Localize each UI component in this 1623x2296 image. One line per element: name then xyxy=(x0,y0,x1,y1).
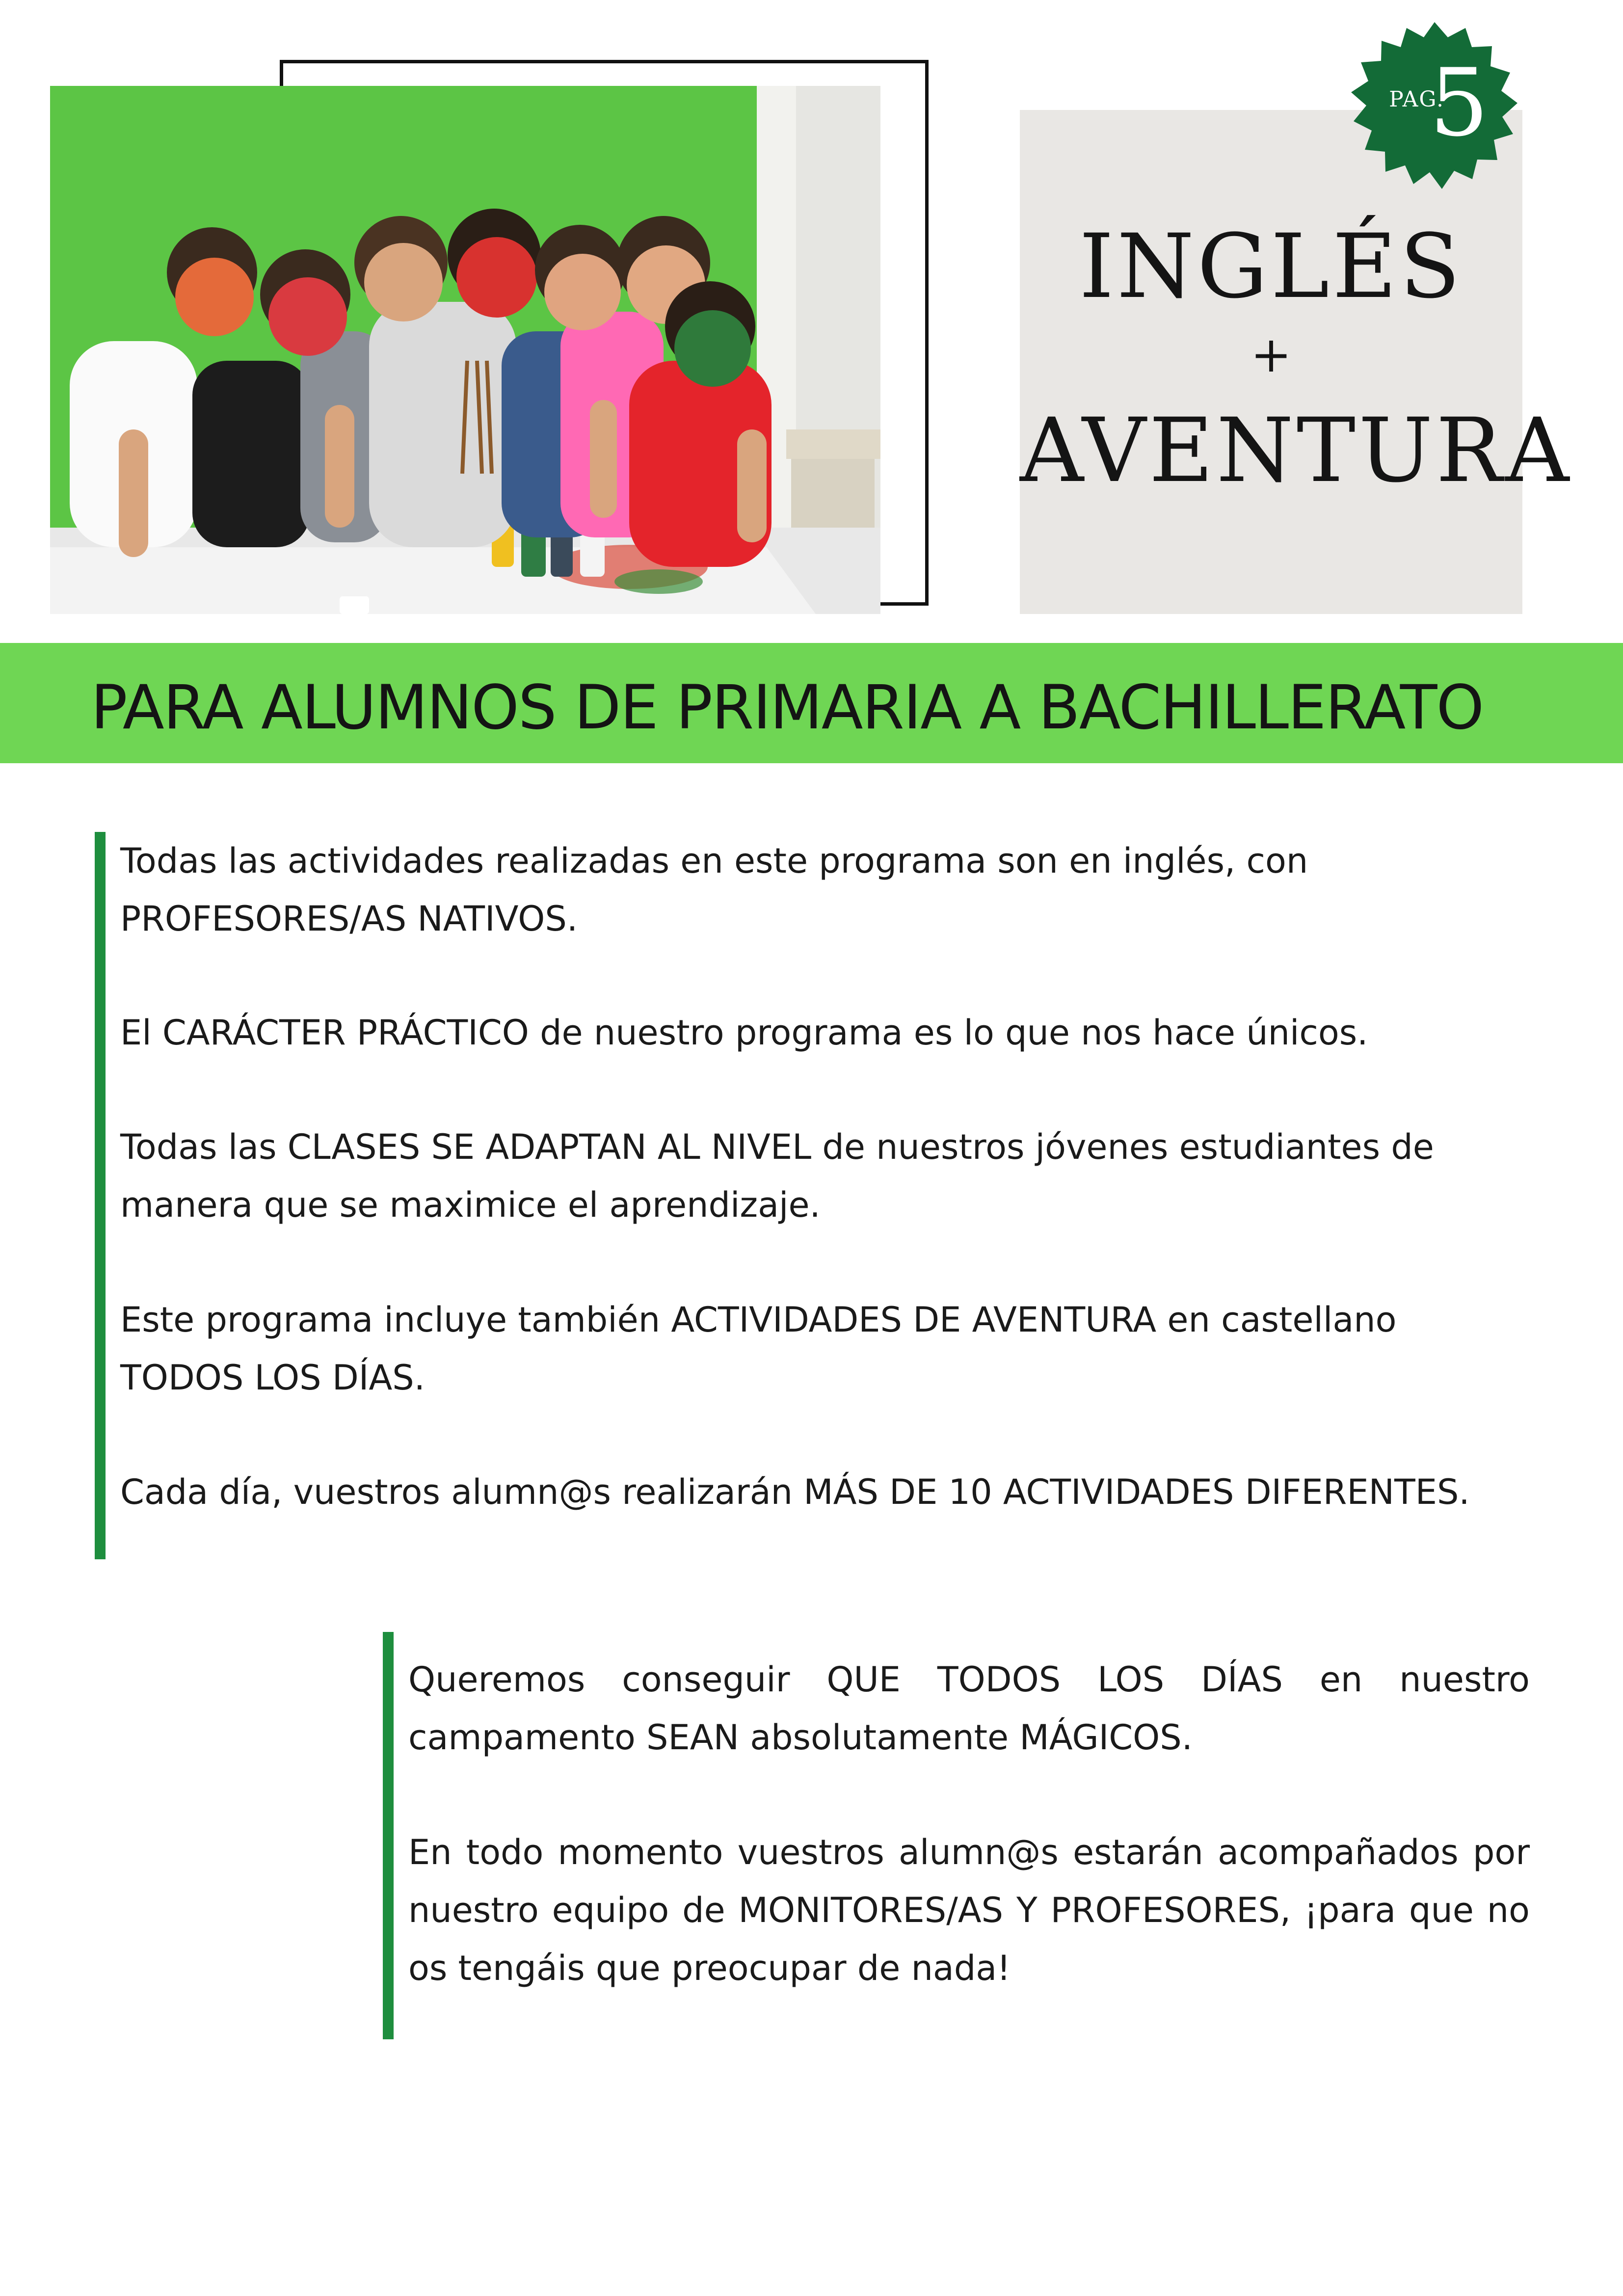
paragraph: En todo momento vuestros alumn@s estarán acompañados por nuestro equipo de MONITORES/AS Y PROFESORES, ¡para que no os tengáis que preocupar de nada! xyxy=(408,1832,1530,1988)
title-aventura: AVENTURA xyxy=(1020,400,1572,502)
badge-label: PAG. xyxy=(1389,87,1444,112)
group-photo xyxy=(50,86,880,614)
paragraph: Cada día, vuestros alumn@s realizarán MÁS DE 10 ACTIVIDADES DIFERENTES. xyxy=(120,1472,1470,1512)
paragraph: Todas las actividades realizadas en este programa son en inglés, con PROFESORES/AS NATIVOS. xyxy=(120,841,1308,939)
paragraph: Este programa incluye también ACTIVIDADES DE AVENTURA en castellano TODOS LOS DÍAS. xyxy=(120,1300,1397,1398)
page-number: 5 xyxy=(1429,49,1489,157)
page-badge xyxy=(1346,22,1523,199)
info-block-secondary xyxy=(383,1632,1530,2039)
paragraph: Todas las CLASES SE ADAPTAN AL NIVEL de nuestros jóvenes estudiantes de manera que se maximice el aprendizaje. xyxy=(120,1127,1434,1225)
audience-banner xyxy=(0,643,1623,763)
title-ingles: INGLÉS xyxy=(1079,215,1463,318)
title-plus: + xyxy=(1251,326,1292,383)
banner-text: PARA ALUMNOS DE PRIMARIA A BACHILLERATO xyxy=(91,672,1484,743)
paragraph: El CARÁCTER PRÁCTICO de nuestro programa es lo que nos hace únicos. xyxy=(120,1013,1368,1053)
info-block-main xyxy=(95,832,1518,1559)
paragraph: Queremos conseguir QUE TODOS LOS DÍAS en nuestro campamento SEAN absolutamente MÁGICOS. xyxy=(408,1659,1530,1758)
